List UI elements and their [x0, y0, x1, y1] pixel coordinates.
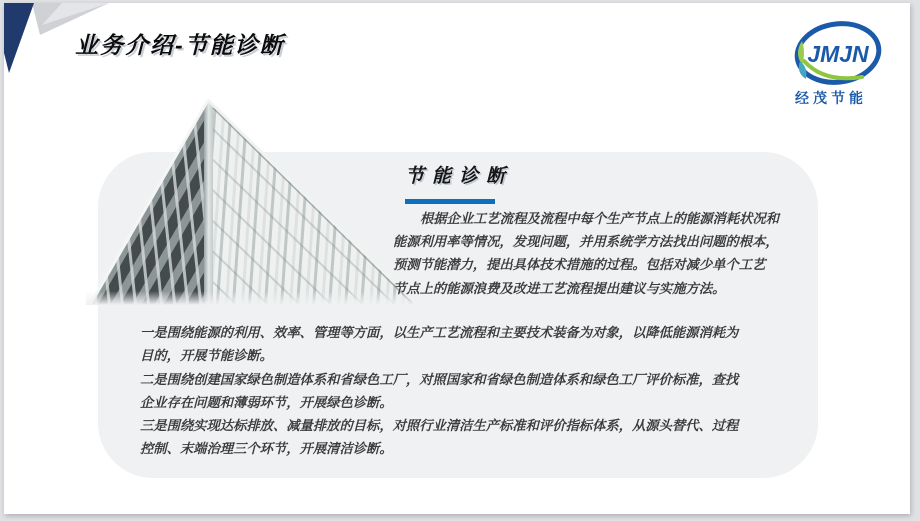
diagnosis-line: 一是围绕能源的利用、效率、管理等方面，以生产工艺流程和主要技术装备为对象，以降低能源消耗为	[140, 325, 739, 340]
building-image	[86, 97, 426, 305]
diagnosis-line: 控制、末端治理三个环节，开展清洁诊断。	[140, 441, 393, 457]
logo-monogram: JMJN	[807, 41, 869, 67]
card-heading: 节能诊断	[405, 166, 514, 187]
diagnosis-line: 二是围绕创建国家绿色制造体系和省绿色工厂，对照国家和省绿色制造体系和绿色工厂评价标准，查找	[140, 371, 739, 387]
diagnosis-line: 三是围绕实现达标排放、减量排放的目标，对照行业清洁生产标准和评价指标体系，从源头替代、过程	[140, 418, 739, 434]
intro-line: 预测节能潜力，提出具体技术措施的过程。包括对减少单个工艺	[393, 257, 766, 273]
diagnosis-points-paragraph	[140, 321, 738, 461]
company-logo	[785, 17, 895, 91]
diagnosis-line: 目的，开展节能诊断。	[140, 348, 273, 364]
heading-underline	[405, 199, 495, 204]
slide	[4, 3, 910, 514]
intro-line: 节点上的能源浪费及改进工艺流程提出建议与实施方法。	[393, 280, 726, 296]
intro-line: 根据企业工艺流程及流程中每个生产节点上的能源消耗状况和	[420, 211, 780, 226]
intro-paragraph	[393, 207, 779, 300]
page-title: 业务介绍-节能诊断	[75, 32, 285, 58]
diagnosis-line: 企业存在问题和薄弱环节，开展绿色诊断。	[140, 394, 393, 410]
company-name: 经茂节能	[795, 90, 867, 106]
intro-line: 能源利用率等情况，发现问题，并用系统学方法找出问题的根本，	[393, 234, 779, 250]
